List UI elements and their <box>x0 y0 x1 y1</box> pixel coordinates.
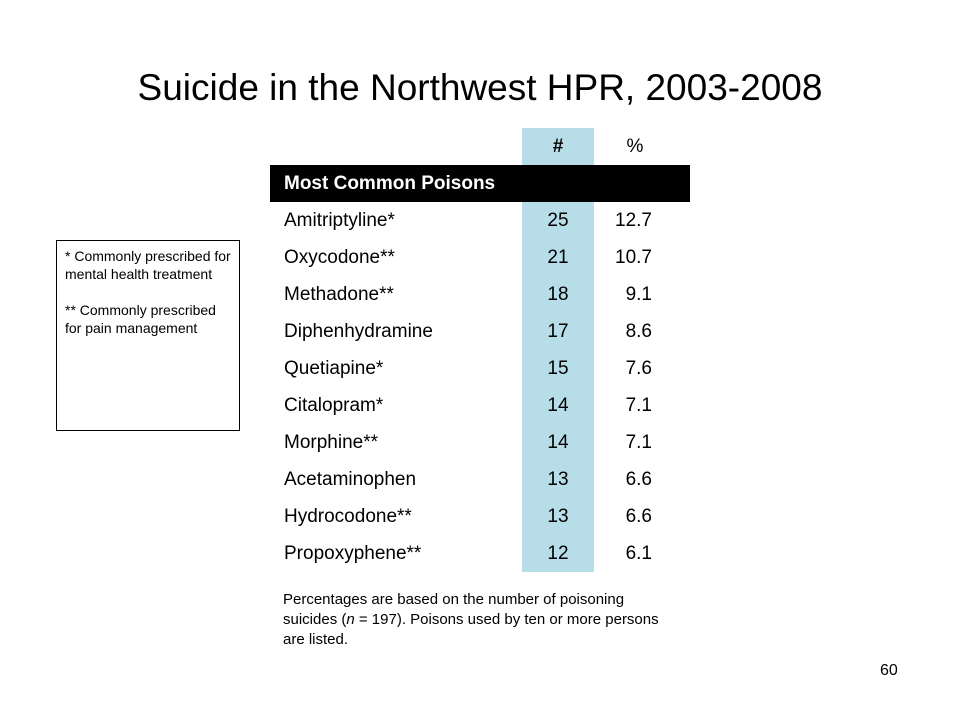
poison-count: 13 <box>547 506 569 527</box>
poison-name: Quetiapine* <box>284 358 384 379</box>
section-label: Most Common Poisons <box>284 173 496 194</box>
poison-name: Propoxyphene** <box>284 543 422 564</box>
table-header-row <box>270 128 690 165</box>
table-row <box>270 350 690 387</box>
legend-mental-health: * Commonly prescribed for mental health treatment <box>65 248 231 282</box>
poison-count: 14 <box>547 432 569 453</box>
poison-name: Methadone** <box>284 284 394 305</box>
table-row <box>270 387 690 424</box>
footnote-text-end: = 197). Poisons used by ten or more persons are listed. <box>283 611 659 648</box>
page-number: 60 <box>880 662 898 679</box>
poison-count: 17 <box>547 321 569 342</box>
poison-percent: 7.1 <box>625 432 652 453</box>
poison-name: Oxycodone** <box>284 247 395 268</box>
poison-percent: 6.6 <box>625 506 652 527</box>
poison-count: 25 <box>547 210 569 231</box>
legend-box <box>56 240 240 431</box>
poison-count: 15 <box>547 358 569 379</box>
table-row <box>270 202 690 239</box>
table-row <box>270 313 690 350</box>
slide-title: Suicide in the Northwest HPR, 2003-2008 <box>137 67 823 108</box>
poison-percent: 7.1 <box>625 395 652 416</box>
poison-count: 21 <box>547 247 569 268</box>
poison-name: Amitriptyline* <box>284 210 395 231</box>
poison-count: 12 <box>547 543 569 564</box>
poison-name: Citalopram* <box>284 395 384 416</box>
table-row <box>270 535 690 572</box>
poison-name: Morphine** <box>284 432 378 453</box>
table-row <box>270 498 690 535</box>
poison-percent: 6.6 <box>625 469 652 490</box>
poison-percent: 12.7 <box>615 210 652 231</box>
footnote <box>283 590 663 650</box>
footnote-text-start: Percentages are based on the number of poisoning suicides ( <box>283 591 625 628</box>
poison-count: 18 <box>547 284 569 305</box>
percent-column-header: % <box>626 136 644 157</box>
poison-percent: 7.6 <box>625 358 652 379</box>
footnote-n-symbol: n <box>346 611 355 628</box>
poison-percent: 6.1 <box>625 543 652 564</box>
poisons-table <box>270 128 690 572</box>
legend-pain-management: ** Commonly prescribed for pain management <box>65 302 216 336</box>
poison-percent: 8.6 <box>625 321 652 342</box>
table-row <box>270 239 690 276</box>
poison-count: 13 <box>547 469 569 490</box>
poison-percent: 10.7 <box>615 247 652 268</box>
table-row <box>270 276 690 313</box>
table-row <box>270 424 690 461</box>
poison-percent: 9.1 <box>625 284 652 305</box>
count-column-header: # <box>552 136 564 157</box>
poison-name: Hydrocodone** <box>284 506 412 527</box>
section-header-row <box>270 165 690 202</box>
table-row <box>270 461 690 498</box>
poison-count: 14 <box>547 395 569 416</box>
poison-name: Acetaminophen <box>284 469 417 490</box>
poison-name: Diphenhydramine <box>284 321 433 342</box>
